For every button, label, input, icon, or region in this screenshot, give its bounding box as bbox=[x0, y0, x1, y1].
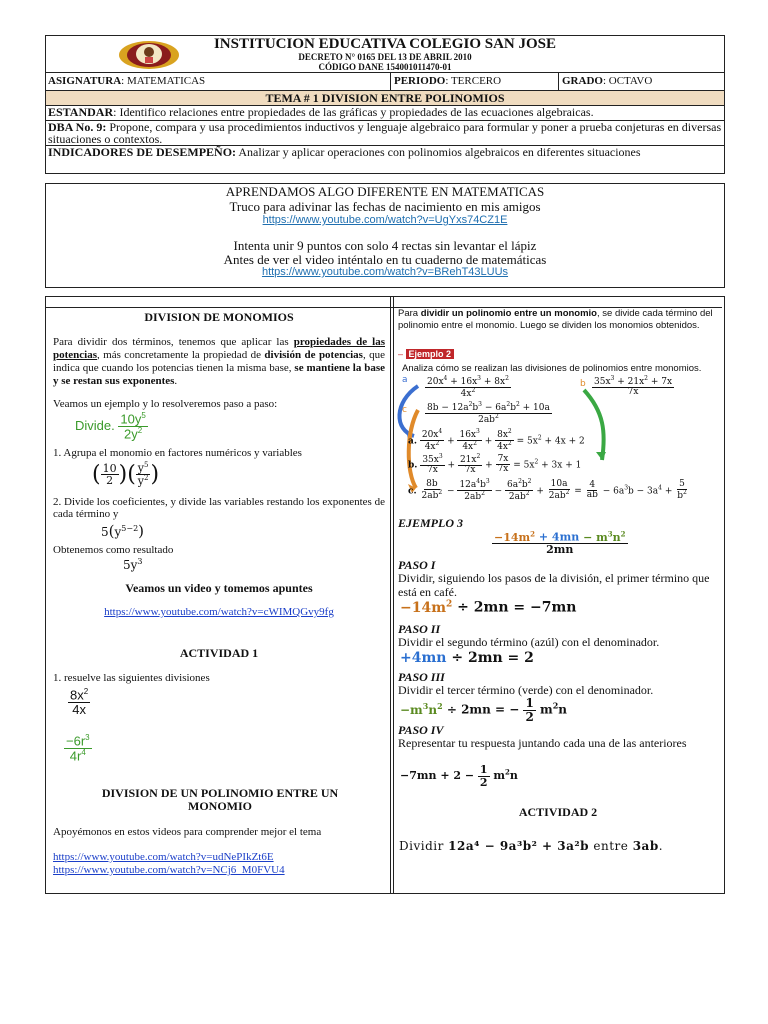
left-paragraph-1: Para dividir dos términos, tenemos que aplicar las propiedades de las potencias, más concretamente la propiedad de división de potencias, que indica que cuando los potencias tienen la misma base, se mantiene la base y se restan sus exponentes. bbox=[53, 336, 386, 387]
paso-3-math: $-m^3n^2 \div 2mn$ = − $\frac{1}{2}$ $m^2n$ bbox=[400, 696, 568, 724]
topic-title: TEMA # 1 DIVISION ENTRE POLINOMIOS bbox=[46, 91, 724, 105]
intro-line2: Intenta unir 9 puntos con solo 4 rectas sin levantar el lápiz bbox=[233, 238, 537, 253]
video-link-a[interactable]: https://www.youtube.com/watch?v=udNePIkZt6E bbox=[53, 851, 274, 863]
ej2-c-solution: c. $\frac{8b}{2ab^2}$ − $\frac{12a^4b^3}{2ab^2}$ − $\frac{6a^2b^2}{2ab^2}$ + $\frac{10a}{2ab^2}$ = $\frac{4}{ab}$ − $6a^3b - 3a^4$ + $\frac{5}{b^2}$ bbox=[408, 478, 687, 503]
ej2-a-solution: a. $\frac{20x^4}{4x^2}$ + $\frac{16x^3}{4x^2}$ + $\frac{8x^2}{4x^2}$ = $5x^2 + 4x + 2$ bbox=[408, 428, 585, 453]
paso-4-text: Representar tu respuesta juntando cada una de las anteriores bbox=[398, 736, 687, 750]
intro-line1: Truco para adivinar las fechas de nacimiento en mis amigos bbox=[229, 199, 541, 214]
intro-link2[interactable]: https://www.youtube.com/watch?v=BRehT43LUUs bbox=[261, 266, 509, 278]
intro-title: APRENDAMOS ALGO DIFERENTE EN MATEMATICAS bbox=[225, 184, 545, 199]
institution-name: INSTITUCION EDUCATIVA COLEGIO SAN JOSE bbox=[213, 36, 557, 52]
paso-2-text: Dividir el segundo término (azúl) con el denominador. bbox=[398, 635, 660, 649]
video-title: Veamos un video y tomemos apuntes bbox=[125, 581, 313, 595]
division-exercise-1: $\frac{8x^2}{4x}$ bbox=[70, 687, 89, 717]
subject-cell: ASIGNATURA: MATEMATICAS bbox=[48, 75, 206, 87]
paso-1-text: Dividir, siguiendo los pasos de la división, el primer término que está en café. bbox=[398, 571, 710, 599]
section-2-title: DIVISION DE UN POLINOMIO ENTRE UN MONOMIO bbox=[101, 786, 339, 813]
ejemplo-3-expression: $\frac{-14m^2 + 4mn - m^3n^2}{2mn}$ bbox=[494, 529, 626, 557]
paso-4-math: −7mn + 2 − $\frac{1}{2}$ $m^2n$ bbox=[400, 763, 518, 789]
ejemplo-3-title: EJEMPLO 3 bbox=[398, 516, 464, 530]
paso-1-math: $-14m^2 \div 2mn = -7mn$ bbox=[400, 599, 577, 616]
paso-2-label: PASO II bbox=[398, 622, 441, 636]
ej2-b-solution: b. $\frac{35x^3}{7x}$ + $\frac{21x^2}{7x}$ + $\frac{7x}{7x}$ = $5x^2 + 3x + 1$ bbox=[408, 453, 582, 476]
intro-link1[interactable]: https://www.youtube.com/watch?v=UgYxs74CZ1E bbox=[262, 214, 508, 226]
step-2-text: 2. Divide los coeficientes, y divide las variables restando los exponentes de cada término y bbox=[53, 496, 385, 520]
factored-expression: ( $\frac{10}{2}$ )( $\frac{y^5}{y^2}$ ) bbox=[92, 461, 160, 488]
activity-1-title: ACTIVIDAD 1 bbox=[179, 646, 259, 660]
video-link[interactable]: https://www.youtube.com/watch?v=cWIMQGvy9fg bbox=[104, 606, 334, 618]
ejemplo-2-tag: – Ejemplo 2 bbox=[398, 349, 454, 359]
video-link-b[interactable]: https://www.youtube.com/watch?v=NCj6_M0FVU4 bbox=[53, 864, 285, 876]
dba-row: DBA No. 9: Propone, compara y usa procedimientos inductivos y lenguaje algebraico para formular y poner a prueba conjeturas en diversas situaciones o contextos. bbox=[48, 120, 722, 146]
paso-1-label: PASO I bbox=[398, 558, 436, 572]
ej2-c-problem: $\frac{8b - 12a^2b^3 - 6a^2b^2 + 10a}{2ab^2}$ bbox=[427, 401, 550, 426]
svg-text:a: a bbox=[402, 375, 408, 385]
grade-cell: GRADO: OCTAVO bbox=[562, 75, 653, 87]
result-text: Obtenemos como resultado bbox=[53, 544, 174, 556]
activity-1-item: 1. resuelve las siguientes divisiones bbox=[53, 672, 210, 684]
paso-4-label: PASO IV bbox=[398, 723, 444, 737]
paso-2-math: +4mn ÷ 2mn = 2 bbox=[400, 650, 534, 666]
ej2-a-problem: $\frac{20x^4 + 16x^3 + 8x^2}{4x^2}$ bbox=[427, 375, 509, 400]
subtracted-exponent: $5(y^{5-2})$ bbox=[101, 522, 145, 540]
standard-row: ESTANDAR: Identifico relaciones entre propiedades de las gráficas y propiedades de las ecuaciones algebraicas. bbox=[48, 105, 594, 119]
result-expression: $5y^3$ bbox=[123, 557, 143, 572]
activity-2-title: ACTIVIDAD 2 bbox=[518, 805, 598, 819]
left-section-title: DIVISION DE MONOMIOS bbox=[144, 310, 294, 324]
paso-3-label: PASO III bbox=[398, 670, 445, 684]
paso-3-text: Dividir el tercer término (verde) con el denominador. bbox=[398, 683, 654, 697]
svg-text:b: b bbox=[580, 379, 586, 389]
right-intro: Para dividir un polinomio entre un monomio, se divide cada término del polinomio entre el monomio. Luego se dividen los monomios obtenidos. bbox=[398, 308, 713, 331]
left-paragraph-2: Veamos un ejemplo y lo resolveremos paso a paso: bbox=[53, 398, 278, 410]
ej2-b-problem: $\frac{35x^3 + 21x^2 + 7x}{7x}$ bbox=[594, 375, 673, 398]
section-2-text: Apoyémonos en estos videos para comprender mejor el tema bbox=[53, 826, 322, 838]
intro-line3: Antes de ver el video inténtalo en tu cuaderno de matemáticas bbox=[223, 252, 547, 267]
period-cell: PERIODO: TERCERO bbox=[394, 75, 502, 87]
division-exercise-2: $\frac{-6r^3}{4r^4}$ bbox=[66, 733, 90, 764]
svg-text:c: c bbox=[402, 405, 407, 415]
indicators-row: INDICADORES DE DESEMPEÑO: Analizar y aplicar operaciones con polinomios algebraicos en diferentes situaciones bbox=[48, 145, 641, 159]
dane-code: CÓDIGO DANE 154001011470-01 bbox=[318, 62, 452, 72]
ejemplo-2-text: Analiza cómo se realizan las divisiones de polinomios entre monomios. bbox=[402, 363, 702, 374]
divide-example: Divide. $\frac{10y^5}{2y^2}$ bbox=[75, 411, 146, 442]
step-1-text: 1. Agrupa el monomio en factores numéricos y variables bbox=[53, 447, 302, 459]
decree-text: DECRETO N° 0165 DEL 13 DE ABRIL 2010 bbox=[298, 52, 472, 62]
activity-2-task: Dividir 12a⁴ − 9a³b² + 3a²b entre 3ab. bbox=[399, 839, 664, 853]
